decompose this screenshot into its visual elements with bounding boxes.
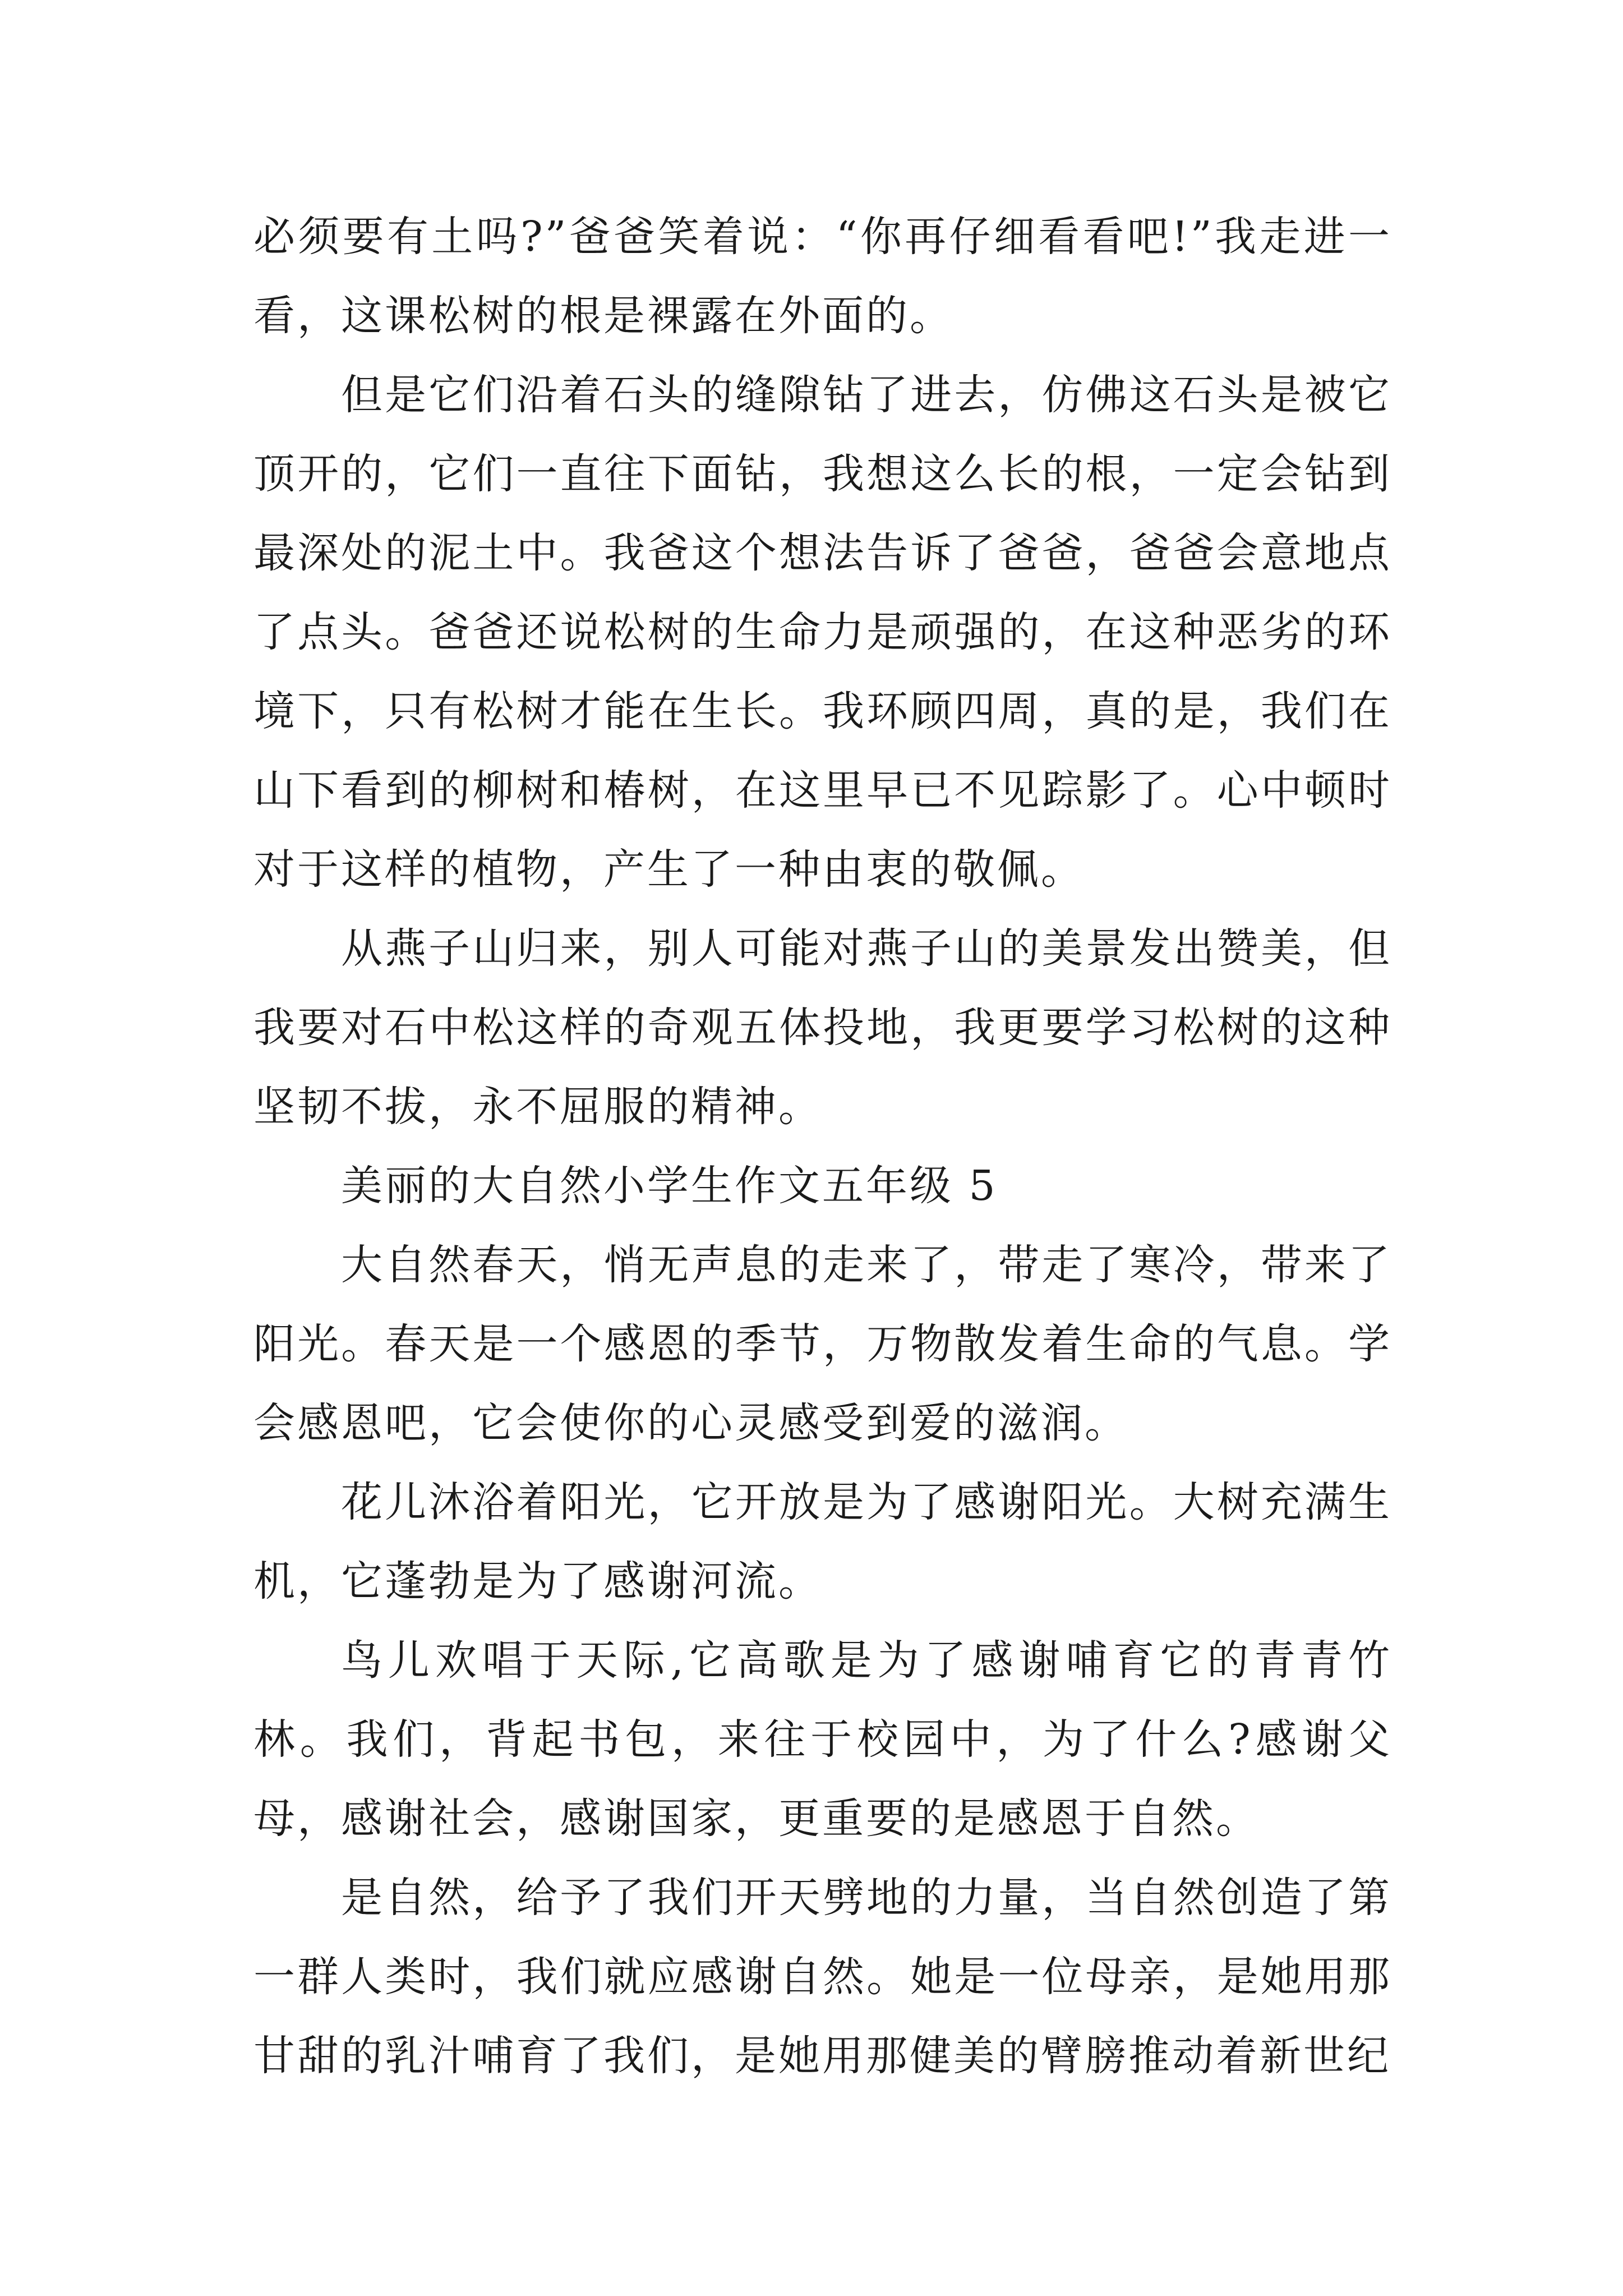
- paragraph-7: 是自然，给予了我们开天劈地的力量，当自然创造了第一群人类时，我们就应感谢自然。她是一位母亲，是她用那甘甜的乳汁哺育了我们，是她用那健美的臂膀推动着新世纪: [253, 1874, 1392, 2080]
- paragraph-2: 但是它们沿着石头的缝隙钻了进去，仿佛这石头是被它顶开的，它们一直往下面钻，我想这么长的根，一定会钻到最深处的泥土中。我爸这个想法告诉了爸爸，爸爸会意地点了点头。爸爸还说松树的生命力是顽强的，在这种恶劣的环境下，只有松树才能在生长。我环顾四周，真的是，我们在山下看到的柳树和椿树，在这里早已不见踪影了。心中顿时对于这样的植物，产生了一种由衷的敬佩。: [253, 371, 1392, 894]
- body-text: [253, 197, 1392, 2096]
- paragraph-6: 鸟儿欢唱于天际,它高歌是为了感谢哺育它的青青竹林。我们，背起书包，来往于校园中，为了什么?感谢父母，感谢社会，感谢国家，更重要的是感恩于自然。: [253, 1636, 1392, 1843]
- paragraph-3: 从燕子山归来，别人可能对燕子山的美景发出赞美，但我要对石中松这样的奇观五体投地，我更要学习松树的这种坚韧不拔，永不屈服的精神。: [253, 924, 1392, 1131]
- paragraph-5: 花儿沐浴着阳光，它开放是为了感谢阳光。大树充满生机，它蓬勃是为了感谢河流。: [253, 1478, 1392, 1605]
- paragraph-1: 必须要有土吗?”爸爸笑着说：“你再仔细看看吧!”我走进一看，这课松树的根是裸露在外面的。: [253, 213, 1392, 340]
- section-heading: 美丽的大自然小学生作文五年级 5: [341, 1162, 998, 1210]
- paragraph-4: 大自然春天，悄无声息的走来了，带走了寒冷，带来了阳光。春天是一个感恩的季节，万物散发着生命的气息。学会感恩吧，它会使你的心灵感受到爱的滋润。: [253, 1241, 1392, 1447]
